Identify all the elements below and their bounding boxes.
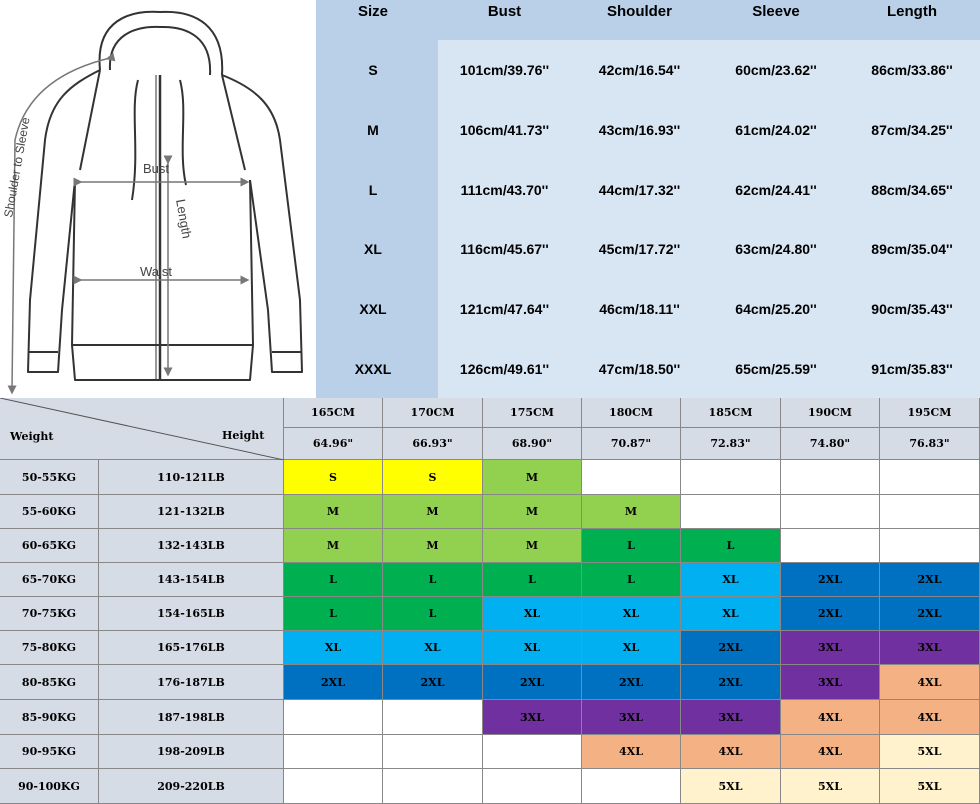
size-name-cell: XXXL [354,361,392,377]
weight-lb-cell: 110-121LB [99,460,284,495]
size-cell [681,460,781,495]
measurement-cell: 89cm/35.04'' [871,241,953,257]
measurement-cell: 126cm/49.61'' [459,361,550,377]
measurement-cell: 42cm/16.54'' [598,62,681,78]
size-cell: M [383,495,483,529]
measurement-cell: 91cm/35.83'' [871,361,953,377]
size-name-cell: M [367,122,379,138]
size-cell: L [383,597,483,631]
height-cm-header: 190CM [781,398,880,428]
size-cell: M [582,495,681,529]
measurement-cell: 44cm/17.32'' [598,182,681,198]
height-cm-header: 165CM [284,398,383,428]
size-cell: 2XL [383,665,483,700]
weight-lb-cell: 165-176LB [99,631,284,665]
size-cell [880,529,980,563]
measurement-cell: 62cm/24.41'' [735,182,817,198]
weight-kg-cell: 90-95KG [0,735,99,769]
measurement-cell: 101cm/39.76'' [459,62,550,78]
size-cell: XL [284,631,383,665]
size-cell: XL [681,563,781,597]
size-cell: 2XL [781,597,880,631]
measurement-cell: 90cm/35.43'' [871,301,953,317]
height-header-label: Height [222,429,265,442]
size-cell: 2XL [681,665,781,700]
size-cell: 3XL [483,700,582,735]
size-cell [483,735,582,769]
size-cell: M [483,460,582,495]
size-cell: L [582,529,681,563]
measurement-cell: 46cm/18.11'' [599,301,680,317]
height-in-header: 64.96" [284,428,383,460]
measurement-header-row [316,0,980,24]
size-cell [284,769,383,804]
size-cell: L [284,563,383,597]
weight-kg-cell: 75-80KG [0,631,99,665]
hoodie-illustration [0,0,316,398]
size-cell: 4XL [781,735,880,769]
size-cell: 5XL [681,769,781,804]
size-cell: 2XL [284,665,383,700]
height-cm-header: 180CM [582,398,681,428]
weight-lb-cell: 132-143LB [99,529,284,563]
size-cell: XL [483,631,582,665]
size-cell: XL [582,631,681,665]
measurement-cell: 106cm/41.73'' [459,122,550,138]
measurement-cell: 61cm/24.02'' [735,122,817,138]
size-cell: 5XL [880,769,980,804]
size-cell: S [383,460,483,495]
height-in-header: 70.87" [582,428,681,460]
measurement-cell: 43cm/16.93'' [598,122,681,138]
shoulder-to-sleeve-label: Shoulder to Sleeve [1,116,33,219]
weight-kg-cell: 80-85KG [0,665,99,700]
size-cell: 4XL [880,665,980,700]
weight-lb-cell: 121-132LB [99,495,284,529]
length-label: Length [173,197,195,240]
size-cell [681,495,781,529]
size-cell: 2XL [880,597,980,631]
size-recommendation-grid [0,398,980,804]
size-cell: M [483,529,582,563]
measurement-col-header: Shoulder [606,3,672,20]
size-cell: M [284,529,383,563]
measurement-cell: 111cm/43.70'' [460,182,549,198]
size-cell: 3XL [582,700,681,735]
measurement-cell: 86cm/33.86'' [871,62,953,78]
height-in-header: 76.83" [880,428,980,460]
size-cell: 2XL [582,665,681,700]
size-cell [781,495,880,529]
size-cell [383,769,483,804]
measurement-cell: 47cm/18.50'' [598,361,681,377]
measurement-table [316,0,980,398]
weight-kg-cell: 85-90KG [0,700,99,735]
size-cell: 3XL [781,631,880,665]
size-cell: 2XL [483,665,582,700]
weight-kg-cell: 65-70KG [0,563,99,597]
size-cell: 4XL [681,735,781,769]
waist-label: Waist [140,264,173,279]
grid-corner-header [0,398,284,460]
weight-kg-cell: 60-65KG [0,529,99,563]
weight-lb-cell: 154-165LB [99,597,284,631]
height-in-header: 66.93" [383,428,483,460]
measurement-cell: 60cm/23.62'' [735,62,817,78]
size-cell [284,735,383,769]
size-cell: 3XL [681,700,781,735]
size-cell: XL [383,631,483,665]
weight-lb-cell: 187-198LB [99,700,284,735]
measurement-col-header: Size [357,3,388,20]
size-cell [880,495,980,529]
size-cell [880,460,980,495]
hoodie-drawing [0,0,316,398]
size-cell: S [284,460,383,495]
weight-kg-cell: 50-55KG [0,460,99,495]
height-cm-header: 170CM [383,398,483,428]
size-cell: 2XL [681,631,781,665]
weight-kg-cell: 90-100KG [0,769,99,804]
size-cell [383,735,483,769]
weight-kg-cell: 70-75KG [0,597,99,631]
measurement-cell: 116cm/45.67'' [460,241,549,257]
measurement-cell: 45cm/17.72'' [598,241,681,257]
size-cell: 4XL [880,700,980,735]
size-cell: L [483,563,582,597]
measurement-cell: 63cm/24.80'' [735,241,817,257]
height-in-header: 68.90" [483,428,582,460]
measurement-cell: 64cm/25.20'' [735,301,817,317]
size-cell: 3XL [880,631,980,665]
size-cell: L [284,597,383,631]
size-cell: M [483,495,582,529]
size-cell [483,769,582,804]
size-cell: 3XL [781,665,880,700]
measurement-cell: 87cm/34.25'' [871,122,953,138]
size-cell: 4XL [781,700,880,735]
measurement-col-header: Bust [487,3,522,20]
size-cell: 4XL [582,735,681,769]
measurement-cell: 65cm/25.59'' [735,361,817,377]
height-in-header: 72.83" [681,428,781,460]
size-cell [582,460,681,495]
weight-lb-cell: 198-209LB [99,735,284,769]
size-name-cell: XL [364,241,382,257]
weight-lb-cell: 176-187LB [99,665,284,700]
size-cell: XL [582,597,681,631]
size-cell: XL [483,597,582,631]
height-cm-header: 175CM [483,398,582,428]
size-cell: L [383,563,483,597]
size-cell: L [582,563,681,597]
size-cell [284,700,383,735]
bust-label: Bust [143,161,170,176]
height-in-header: 74.80" [781,428,880,460]
weight-lb-cell: 143-154LB [99,563,284,597]
size-name-cell: XXL [359,301,387,317]
size-cell: 5XL [880,735,980,769]
size-cell: M [383,529,483,563]
size-cell: 2XL [781,563,880,597]
size-cell: L [681,529,781,563]
size-cell: XL [681,597,781,631]
size-name-cell: L [368,182,378,198]
weight-kg-cell: 55-60KG [0,495,99,529]
measurement-col-header: Sleeve [752,3,800,20]
size-cell: 5XL [781,769,880,804]
size-name-cell: S [368,62,378,78]
measurement-col-header: Length [887,3,937,20]
size-cell [781,529,880,563]
measurement-cell: 88cm/34.65'' [871,182,953,198]
size-cell: M [284,495,383,529]
size-cell [781,460,880,495]
size-cell [383,700,483,735]
height-cm-header: 185CM [681,398,781,428]
weight-lb-cell: 209-220LB [99,769,284,804]
size-cell: 2XL [880,563,980,597]
measurement-cell: 121cm/47.64'' [459,301,550,317]
size-cell [582,769,681,804]
height-cm-header: 195CM [880,398,980,428]
weight-header-label: Weight [10,430,54,443]
